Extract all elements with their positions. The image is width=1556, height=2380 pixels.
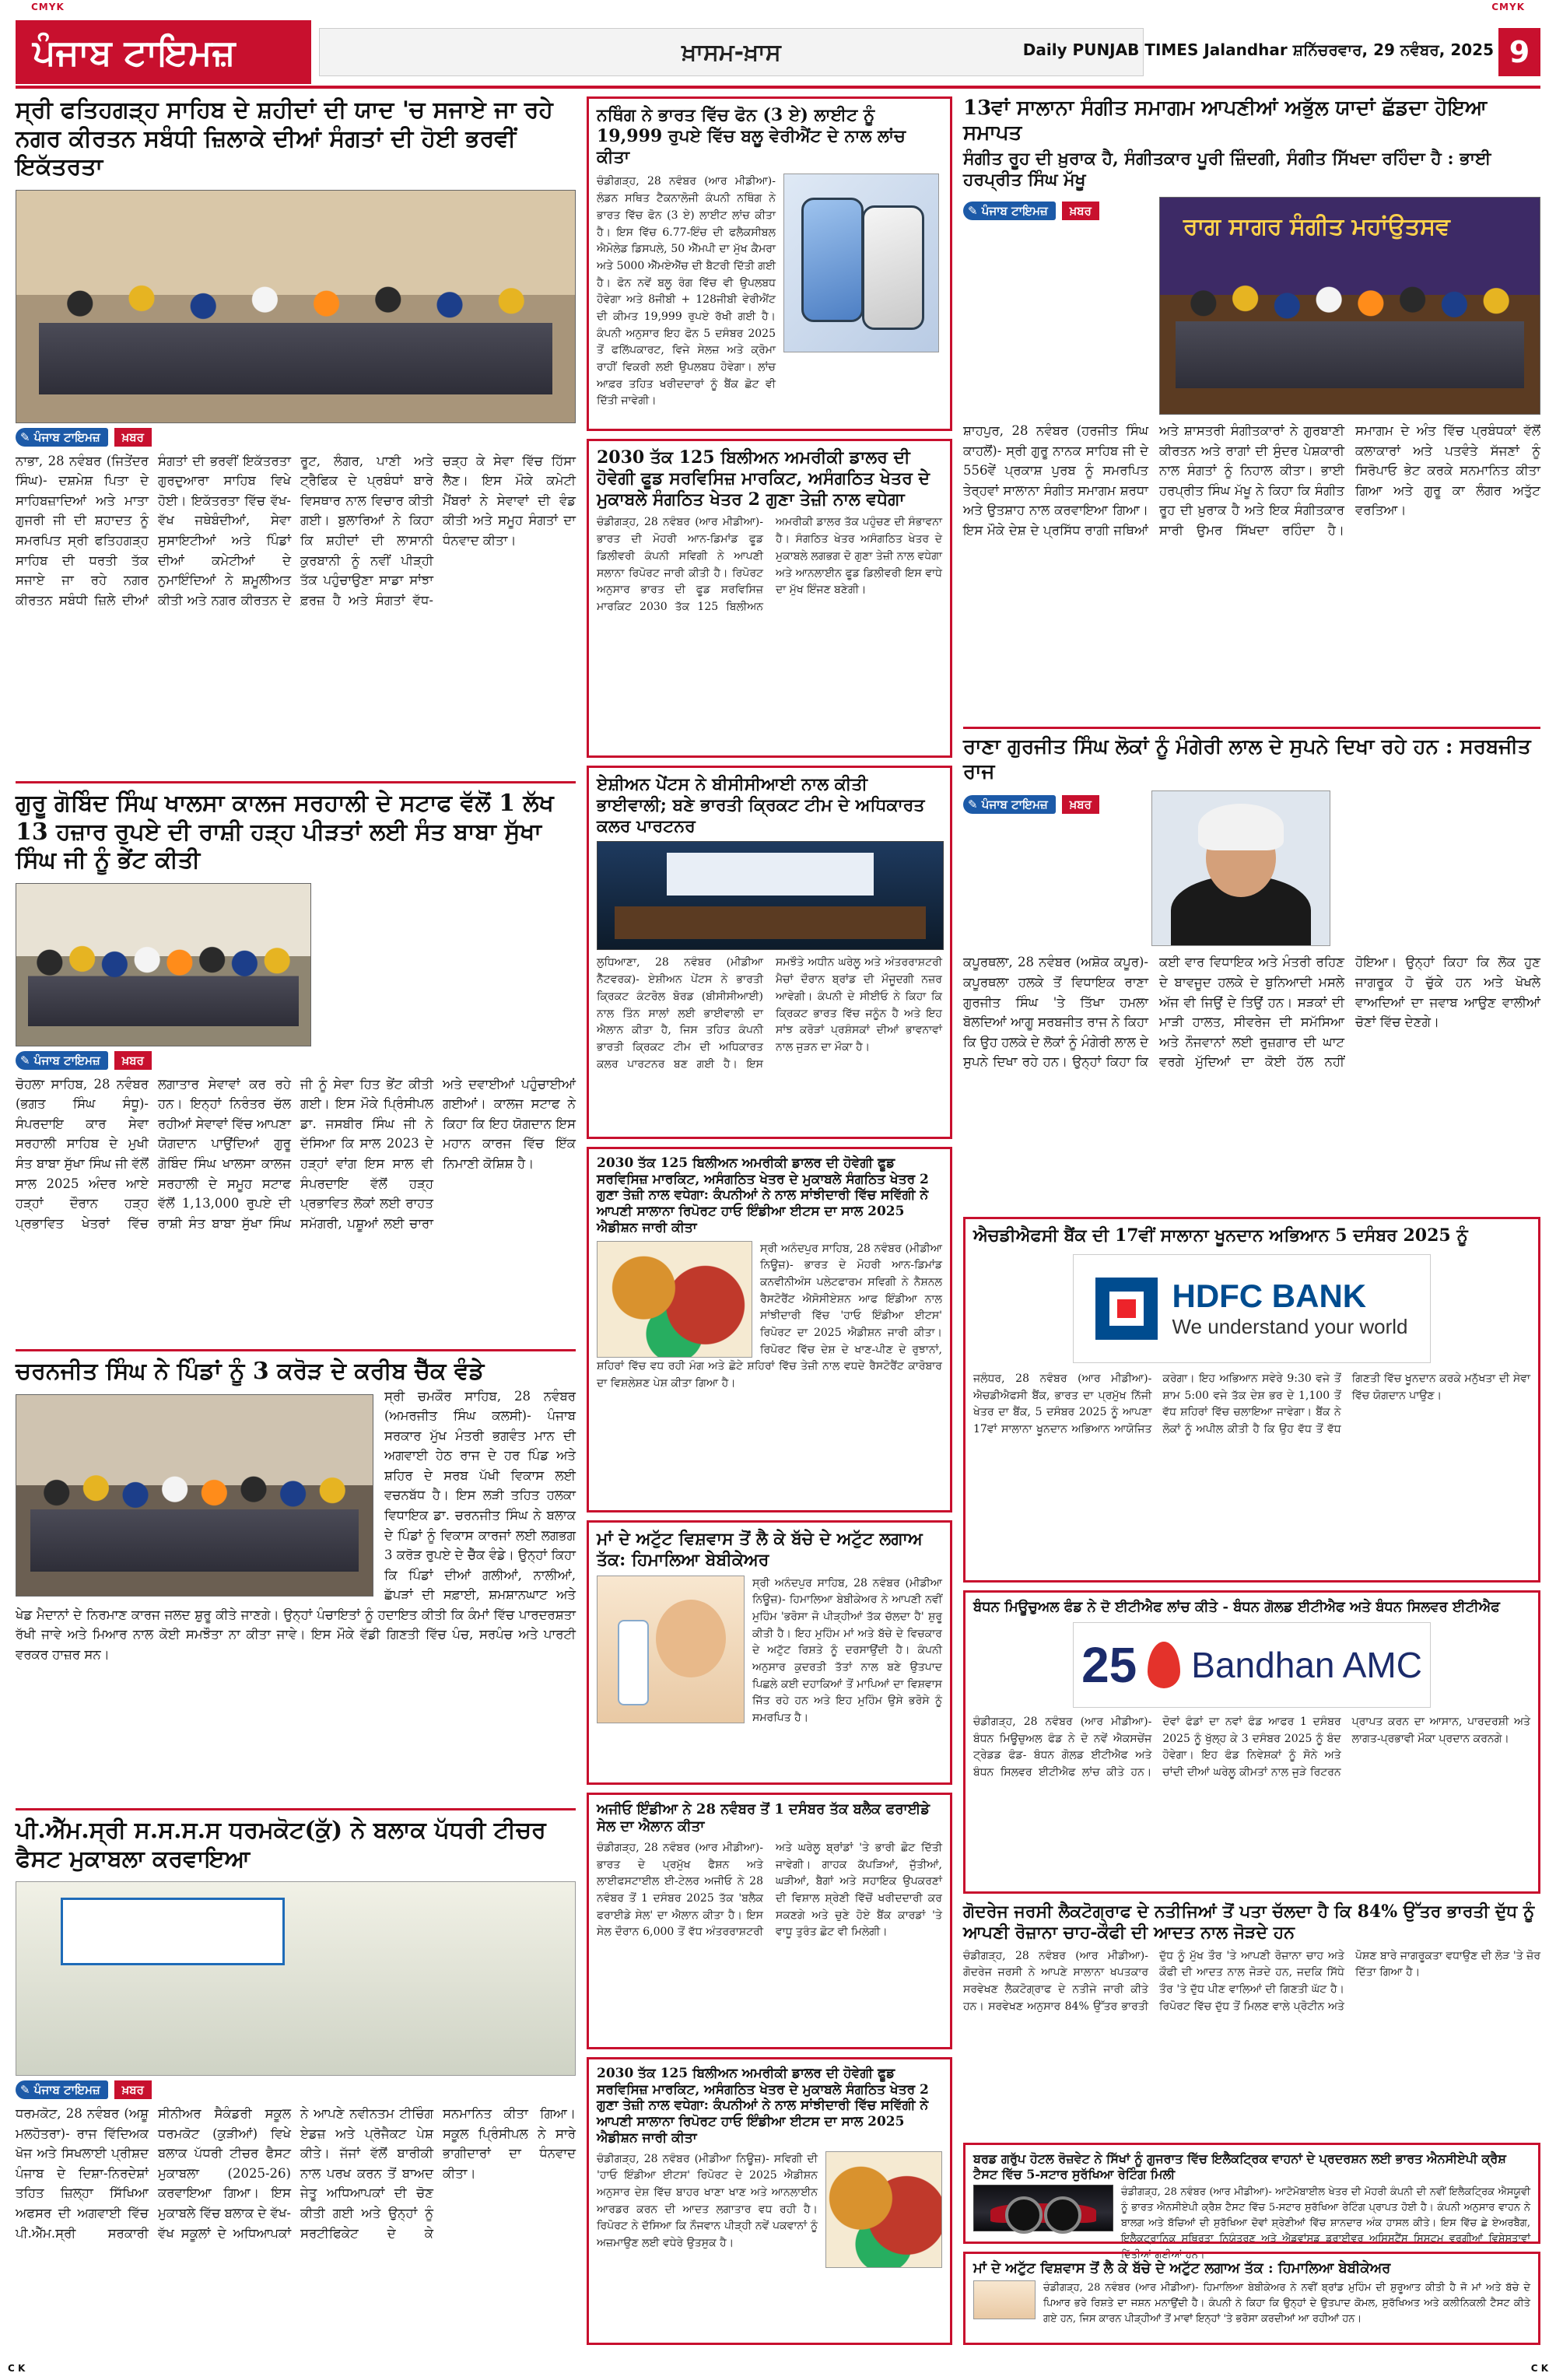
byline-source: ✎ ਪੰਜਾਬ ਟਾਇਮਜ਼ bbox=[16, 1051, 108, 1070]
story-body: ਚੰਡੀਗੜ੍ਹ, 28 ਨਵੰਬਰ (ਮੀਡੀਆ ਨਿਊਜ਼)- ਸਵਿਗੀ ਦੀ 'ਹਾਓ ਇੰਡੀਆ ਈਟਸ' ਰਿਪੋਰਟ ਦੇ 2025 ਐਡੀਸ਼ਨ ਅਨੁਸਾਰ ਦੇਸ਼ ਵਿੱਚ ਬਾਹਰ ਖਾਣਾ ਖਾਣ ਅਤੇ ਆਨਲਾਈਨ ਆਰਡਰ ਕਰਨ ਦੀ ਆਦਤ ਲਗਾਤਾਰ ਵਧ ਰਹੀ ਹੈ। ਰਿਪੋਰਟ ਨੇ ਦੱਸਿਆ ਕਿ ਨੌਜਵਾਨ ਪੀੜ੍ਹੀ ਨਵੇਂ ਪਕਵਾਨਾਂ ਨੂੰ ਅਜ਼ਮਾਉਣ ਲਈ ਵਧੇਰੇ ਉਤਸੁਕ ਹੈ। bbox=[597, 2152, 818, 2250]
headline: 2030 ਤੱਕ 125 ਬਿਲੀਅਨ ਅਮਰੀਕੀ ਡਾਲਰ ਦੀ ਹੋਵੇਗੀ ਫੂਡ ਸਰਵਿਸਿਜ਼ ਮਾਰਕਿਟ, ਅਸੰਗਠਿਤ ਖੇਤਰ ਦੇ ਮੁਕਾਬਲੇ ਸੰਗਠਿਤ ਖੇਤਰ 2 ਗੁਣਾ ਤੇਜ਼ੀ ਨਾਲ ਵਧੇਗਾ: ਕੰਪਨੀਆਂ ਨੇ ਨਾਲ ਸਾਂਝੀਦਾਰੀ ਵਿੱਚ ਸਵਿੱਗੀ ਨੇ ਆਪਣੀ ਸਾਲਾਨਾ ਰਿਪੋਰਟ ਹਾਓ ਇੰਡੀਆ ਈਟਸ ਦਾ ਸਾਲ 2025 ਐਡੀਸ਼ਨ ਜਾਰੀ ਕੀਤਾ bbox=[597, 1155, 929, 1236]
headline: ਐਚਡੀਐਫਸੀ ਬੈਂਕ ਦੀ 17ਵੀਂ ਸਾਲਾਨਾ ਖੂਨਦਾਨ ਅਭਿਆਨ 5 ਦਸੰਬਰ 2025 ਨੂੰ bbox=[973, 1225, 1468, 1246]
story-body: ਸ੍ਰੀ ਅਨੰਦਪੁਰ ਸਾਹਿਬ, 28 ਨਵੰਬਰ (ਮੀਡੀਆ ਨਿਊਜ਼)- ਹਿਮਾਲਿਆ ਬੇਬੀਕੇਅਰ ਨੇ ਆਪਣੀ ਨਵੀਂ ਮੁਹਿੰਮ 'ਭਰੋਸਾ ਜੋ ਪੀੜ੍ਹੀਆਂ ਤੱਕ ਚੱਲਦਾ ਹੈ' ਸ਼ੁਰੂ ਕੀਤੀ ਹੈ। ਇਹ ਮੁਹਿੰਮ ਮਾਂ ਅਤੇ ਬੱਚੇ ਦੇ ਵਿਚਕਾਰ ਦੇ ਅਟੁੱਟ ਰਿਸ਼ਤੇ ਨੂੰ ਦਰਸਾਉਂਦੀ ਹੈ। ਕੰਪਨੀ ਅਨੁਸਾਰ ਕੁਦਰਤੀ ਤੱਤਾਂ ਨਾਲ ਬਣੇ ਉਤਪਾਦ ਪਿਛਲੇ ਕਈ ਦਹਾਕਿਆਂ ਤੋਂ ਮਾਪਿਆਂ ਦਾ ਵਿਸ਼ਵਾਸ ਜਿੱਤ ਰਹੇ ਹਨ ਅਤੇ ਇਹ ਮੁਹਿੰਮ ਉਸੇ ਭਰੋਸੇ ਨੂੰ ਸਮਰਪਿਤ ਹੈ। bbox=[752, 1576, 942, 1725]
story-pm-shri bbox=[16, 1808, 576, 2345]
hdfc-logo-name: HDFC BANK bbox=[1172, 1278, 1367, 1315]
cheque-distribution-photo bbox=[16, 1394, 373, 1597]
bandhan-flame-icon bbox=[1148, 1642, 1180, 1688]
headline: ਏਸ਼ੀਅਨ ਪੇਂਟਸ ਨੇ ਬੀਸੀਸੀਆਈ ਨਾਲ ਕੀਤੀ ਭਾਈਵਾਲੀ; ਬਣੇ ਭਾਰਤੀ ਕ੍ਰਿਕਟ ਟੀਮ ਦੇ ਅਧਿਕਾਰਤ ਕਲਰ ਪਾਰਟਨਰ bbox=[597, 774, 925, 836]
story-hdfc bbox=[963, 1217, 1540, 1583]
byline bbox=[16, 2080, 576, 2099]
story-body: ਜਲੰਧਰ, 28 ਨਵੰਬਰ (ਆਰ ਮੀਡੀਆ)- ਐਚਡੀਐਫਸੀ ਬੈਂਕ, ਭਾਰਤ ਦਾ ਪ੍ਰਮੁੱਖ ਨਿੱਜੀ ਖੇਤਰ ਦਾ ਬੈਂਕ, 5 ਦਸੰਬਰ 2025 ਨੂੰ ਆਪਣਾ 17ਵਾਂ ਸਾਲਾਨਾ ਖੂਨਦਾਨ ਅਭਿਆਨ ਆਯੋਜਿਤ ਕਰੇਗਾ। ਇਹ ਅਭਿਆਨ ਸਵੇਰੇ 9:30 ਵਜੇ ਤੋਂ ਸ਼ਾਮ 5:00 ਵਜੇ ਤੱਕ ਦੇਸ਼ ਭਰ ਦੇ 1,100 ਤੋਂ ਵੱਧ ਸ਼ਹਿਰਾਂ ਵਿੱਚ ਚਲਾਇਆ ਜਾਵੇਗਾ। ਬੈਂਕ ਨੇ ਲੋਕਾਂ ਨੂੰ ਅਪੀਲ ਕੀਤੀ ਹੈ ਕਿ ਉਹ ਵੱਧ ਤੋਂ ਵੱਧ ਗਿਣਤੀ ਵਿੱਚ ਖੂਨਦਾਨ ਕਰਕੇ ਮਨੁੱਖਤਾ ਦੀ ਸੇਵਾ ਵਿੱਚ ਯੋਗਦਾਨ ਪਾਉਣ। bbox=[973, 1372, 1530, 1435]
hdfc-logo-tagline: We understand your world bbox=[1172, 1315, 1408, 1339]
story-bandhan bbox=[963, 1590, 1540, 1894]
section-title: ਖ਼ਾਸਮ-ਖ਼ਾਸ bbox=[319, 28, 1144, 76]
byline-kind: ਖ਼ਬਰ bbox=[114, 1051, 152, 1070]
story-body: ਲੁਧਿਆਣਾ, 28 ਨਵੰਬਰ (ਮੀਡੀਆ ਨੈੱਟਵਰਕ)- ਏਸ਼ੀਅਨ ਪੇਂਟਸ ਨੇ ਭਾਰਤੀ ਕ੍ਰਿਕਟ ਕੰਟਰੋਲ ਬੋਰਡ (ਬੀਸੀਸੀਆਈ) ਨਾਲ ਤਿੰਨ ਸਾਲਾਂ ਲਈ ਭਾਈਵਾਲੀ ਦਾ ਐਲਾਨ ਕੀਤਾ ਹੈ, ਜਿਸ ਤਹਿਤ ਕੰਪਨੀ ਭਾਰਤੀ ਕ੍ਰਿਕਟ ਟੀਮ ਦੀ ਅਧਿਕਾਰਤ ਕਲਰ ਪਾਰਟਨਰ ਬਣ ਗਈ ਹੈ। ਇਸ ਸਮਝੌਤੇ ਅਧੀਨ ਘਰੇਲੂ ਅਤੇ ਅੰਤਰਰਾਸ਼ਟਰੀ ਮੈਚਾਂ ਦੌਰਾਨ ਬ੍ਰਾਂਡ ਦੀ ਮੌਜੂਦਗੀ ਨਜ਼ਰ ਆਵੇਗੀ। ਕੰਪਨੀ ਦੇ ਸੀਈਓ ਨੇ ਕਿਹਾ ਕਿ ਕ੍ਰਿਕਟ ਭਾਰਤ ਵਿੱਚ ਜਨੂੰਨ ਹੈ ਅਤੇ ਇਹ ਸਾਂਝ ਕਰੋੜਾਂ ਪ੍ਰਸ਼ੰਸਕਾਂ ਦੀਆਂ ਭਾਵਨਾਵਾਂ ਨਾਲ ਜੁੜਨ ਦਾ ਮੌਕਾ ਹੈ। bbox=[597, 956, 942, 1071]
bandhan-logo-name: Bandhan AMC bbox=[1191, 1644, 1422, 1685]
story-body: ਸ੍ਰੀ ਅਨੰਦਪੁਰ ਸਾਹਿਬ, 28 ਨਵੰਬਰ (ਮੀਡੀਆ ਨਿਊਜ਼)- ਭਾਰਤ ਦੇ ਮੋਹਰੀ ਆਨ-ਡਿਮਾਂਡ ਕਨਵੀਨੀਅੰਸ ਪਲੇਟਫਾਰਮ ਸਵਿਗੀ ਨੇ ਨੈਸ਼ਨਲ ਰੈਸਟੋਰੈਂਟ ਐਸੋਸੀਏਸ਼ਨ ਆਫ ਇੰਡੀਆ ਨਾਲ ਸਾਂਝੀਦਾਰੀ ਵਿੱਚ 'ਹਾਓ ਇੰਡੀਆ ਈਟਸ' ਰਿਪੋਰਟ ਦਾ 2025 ਐਡੀਸ਼ਨ ਜਾਰੀ ਕੀਤਾ। ਰਿਪੋਰਟ ਵਿੱਚ ਦੇਸ਼ ਦੇ ਖਾਣ-ਪੀਣ ਦੇ ਰੁਝਾਨਾਂ, ਸ਼ਹਿਰਾਂ ਵਿੱਚ ਵਧ ਰਹੀ ਮੰਗ ਅਤੇ ਛੋਟੇ ਸ਼ਹਿਰਾਂ ਵਿੱਚ ਤੇਜ਼ੀ ਨਾਲ ਵਧਦੇ ਰੈਸਟੋਰੈਂਟ ਕਾਰੋਬਾਰ ਦਾ ਵਿਸ਼ਲੇਸ਼ਣ ਪੇਸ਼ ਕੀਤਾ ਗਿਆ ਹੈ। bbox=[597, 1242, 942, 1390]
issue-date: ਸ਼ਨਿੱਚਰਵਾਰ, 29 ਨਵੰਬਰ, 2025 bbox=[1292, 40, 1494, 59]
story-baba-sukha bbox=[16, 781, 576, 1341]
story-himalaya-2 bbox=[963, 2252, 1540, 2345]
story-godrej bbox=[963, 1902, 1540, 2135]
cmyk-mark-right: CMYK bbox=[1491, 2, 1525, 12]
cmyk-mark-bottom-right: C K bbox=[1530, 2363, 1548, 2374]
story-food-services-3 bbox=[587, 2057, 952, 2345]
story-body: ਚੰਡੀਗੜ੍ਹ, 28 ਨਵੰਬਰ (ਆਰ ਮੀਡੀਆ)- ਭਾਰਤ ਦੇ ਪ੍ਰਮੁੱਖ ਫੈਸ਼ਨ ਅਤੇ ਲਾਈਫਸਟਾਈਲ ਈ-ਟੇਲਰ ਅਜੀਓ ਨੇ 28 ਨਵੰਬਰ ਤੋਂ 1 ਦਸੰਬਰ 2025 ਤੱਕ 'ਬਲੈਕ ਫਰਾਈਡੇ ਸੇਲ' ਦਾ ਐਲਾਨ ਕੀਤਾ ਹੈ। ਇਸ ਸੇਲ ਦੌਰਾਨ 6,000 ਤੋਂ ਵੱਧ ਅੰਤਰਰਾਸ਼ਟਰੀ ਅਤੇ ਘਰੇਲੂ ਬ੍ਰਾਂਡਾਂ 'ਤੇ ਭਾਰੀ ਛੋਟ ਦਿੱਤੀ ਜਾਵੇਗੀ। ਗਾਹਕ ਕੱਪੜਿਆਂ, ਜੁੱਤੀਆਂ, ਘੜੀਆਂ, ਬੈਗਾਂ ਅਤੇ ਸਹਾਇਕ ਉਪਕਰਣਾਂ ਦੀ ਵਿਸ਼ਾਲ ਸ਼੍ਰੇਣੀ ਵਿੱਚੋਂ ਖਰੀਦਦਾਰੀ ਕਰ ਸਕਣਗੇ ਅਤੇ ਚੁਣੇ ਹੋਏ ਬੈਂਕ ਕਾਰਡਾਂ 'ਤੇ ਵਾਧੂ ਤੁਰੰਤ ਛੋਟ ਵੀ ਮਿਲੇਗੀ। bbox=[597, 1841, 942, 1939]
story-sangeet bbox=[963, 96, 1540, 719]
story-body: ਕਪੂਰਥਲਾ, 28 ਨਵੰਬਰ (ਅਸ਼ੋਕ ਕਪੂਰ)- ਕਪੂਰਥਲਾ ਹਲਕੇ ਤੋਂ ਵਿਧਾਇਕ ਰਾਣਾ ਗੁਰਜੀਤ ਸਿੰਘ 'ਤੇ ਤਿੱਖਾ ਹਮਲਾ ਬੋਲਦਿਆਂ ਆਗੂ ਸਰਬਜੀਤ ਰਾਜ ਨੇ ਕਿਹਾ ਕਿ ਉਹ ਹਲਕੇ ਦੇ ਲੋਕਾਂ ਨੂੰ ਮੰਗੇਰੀ ਲਾਲ ਦੇ ਸੁਪਨੇ ਦਿਖਾ ਰਹੇ ਹਨ। ਉਨ੍ਹਾਂ ਕਿਹਾ ਕਿ ਕਈ ਵਾਰ ਵਿਧਾਇਕ ਅਤੇ ਮੰਤਰੀ ਰਹਿਣ ਦੇ ਬਾਵਜੂਦ ਹਲਕੇ ਦੇ ਬੁਨਿਆਦੀ ਮਸਲੇ ਅੱਜ ਵੀ ਜਿਉਂ ਦੇ ਤਿਉਂ ਹਨ। ਸੜਕਾਂ ਦੀ ਮਾੜੀ ਹਾਲਤ, ਸੀਵਰੇਜ ਦੀ ਸਮੱਸਿਆ ਅਤੇ ਨੌਜਵਾਨਾਂ ਲਈ ਰੁਜ਼ਗਾਰ ਦੀ ਘਾਟ ਵਰਗੇ ਮੁੱਦਿਆਂ ਦਾ ਕੋਈ ਹੱਲ ਨਹੀਂ ਹੋਇਆ। ਉਨ੍ਹਾਂ ਕਿਹਾ ਕਿ ਲੋਕ ਹੁਣ ਜਾਗਰੂਕ ਹੋ ਚੁੱਕੇ ਹਨ ਅਤੇ ਖੋਖਲੇ ਵਾਅਦਿਆਂ ਦਾ ਜਵਾਬ ਆਉਣ ਵਾਲੀਆਂ ਚੋਣਾਂ ਵਿੱਚ ਦੇਣਗੇ। bbox=[963, 955, 1540, 1070]
headline: ਬਰਡ ਗਰੁੱਪ ਹੋਟਲ ਰੋਜ਼ਵੇਟ ਨੇ ਸਿੱਖਾਂ ਨੂੰ ਗੁਜਰਾਤ ਵਿੱਚ ਇਲੈਕਟ੍ਰਿਕ ਵਾਹਨਾਂ ਦੇ ਪ੍ਰਦਰਸ਼ਨ ਲਈ ਭਾਰਤ ਐਨਸੀਏਪੀ ਕ੍ਰੈਸ਼ ਟੈਸਟ ਵਿੱਚ 5-ਸਟਾਰ ਸੁਰੱਖਿਆ ਰੇਟਿੰਗ ਮਿਲੀ bbox=[973, 2151, 1506, 2182]
baby-product-photo bbox=[597, 1576, 745, 1723]
story-body: ਚੋਹਲਾ ਸਾਹਿਬ, 28 ਨਵੰਬਰ (ਭਗਤ ਸਿੰਘ ਸੰਧੂ)- ਸੰਪਰਦਾਇ ਕਾਰ ਸੇਵਾ ਸਰਹਾਲੀ ਸਾਹਿਬ ਦੇ ਮੁਖੀ ਸੰਤ ਬਾਬਾ ਸੁੱਖਾ ਸਿੰਘ ਜੀ ਵੱਲੋਂ ਸਾਲ 2025 ਅੰਦਰ ਆਏ ਹੜ੍ਹਾਂ ਦੌਰਾਨ ਹੜ੍ਹ ਪ੍ਰਭਾਵਿਤ ਖੇਤਰਾਂ ਵਿੱਚ ਲਗਾਤਾਰ ਸੇਵਾਵਾਂ ਕਰ ਰਹੇ ਹਨ। ਇਨ੍ਹਾਂ ਨਿਰੰਤਰ ਚੱਲ ਰਹੀਆਂ ਸੇਵਾਵਾਂ ਵਿੱਚ ਆਪਣਾ ਯੋਗਦਾਨ ਪਾਉਂਦਿਆਂ ਗੁਰੂ ਗੋਬਿੰਦ ਸਿੰਘ ਖਾਲਸਾ ਕਾਲਜ ਸਰਹਾਲੀ ਦੇ ਸਮੂਹ ਸਟਾਫ ਵੱਲੋਂ 1,13,000 ਰੁਪਏ ਦੀ ਰਾਸ਼ੀ ਸੰਤ ਬਾਬਾ ਸੁੱਖਾ ਸਿੰਘ ਜੀ ਨੂੰ ਸੇਵਾ ਹਿਤ ਭੇਂਟ ਕੀਤੀ ਗਈ। ਇਸ ਮੌਕੇ ਪ੍ਰਿੰਸੀਪਲ ਡਾ. ਜਸਬੀਰ ਸਿੰਘ ਜੀ ਨੇ ਦੱਸਿਆ ਕਿ ਸਾਲ 2023 ਦੇ ਹੜ੍ਹਾਂ ਵਾਂਗ ਇਸ ਸਾਲ ਵੀ ਸੰਪਰਦਾਇ ਵੱਲੋਂ ਹੜ੍ਹ ਪ੍ਰਭਾਵਿਤ ਲੋਕਾਂ ਲਈ ਰਾਹਤ ਸਮੱਗਰੀ, ਪਸ਼ੂਆਂ ਲਈ ਚਾਰਾ ਅਤੇ ਦਵਾਈਆਂ ਪਹੁੰਚਾਈਆਂ ਗਈਆਂ। ਕਾਲਜ ਸਟਾਫ ਨੇ ਕਿਹਾ ਕਿ ਇਹ ਯੋਗਦਾਨ ਇਸ ਮਹਾਨ ਕਾਰਜ ਵਿੱਚ ਇੱਕ ਨਿਮਾਣੀ ਕੋਸ਼ਿਸ਼ ਹੈ। bbox=[16, 1076, 576, 1231]
headline: ਸ੍ਰੀ ਫਤਿਹਗੜ੍ਹ ਸਾਹਿਬ ਦੇ ਸ਼ਹੀਦਾਂ ਦੀ ਯਾਦ 'ਚ ਸਜਾਏ ਜਾ ਰਹੇ ਨਗਰ ਕੀਰਤਨ ਸਬੰਧੀ ਜ਼ਿਲਾਕੇ ਦੀਆਂ ਸੰਗਤਾਂ ਦੀ ਹੋਈ ਭਰਵੀਂ ਇਕੱਤਰਤਾ bbox=[16, 96, 553, 181]
cmyk-mark-left: CMYK bbox=[31, 2, 65, 12]
headline: ਪੀ.ਐੱਮ.ਸ੍ਰੀ ਸ.ਸ.ਸ.ਸ ਧਰਮਕੋਟ(ਕੁੱ) ਨੇ ਬਲਾਕ ਪੱਧਰੀ ਟੀਚਰ ਫੈਸਟ ਮੁਕਾਬਲਾ ਕਰਵਾਇਆ bbox=[16, 1817, 546, 1873]
headline: ਮਾਂ ਦੇ ਅਟੁੱਟ ਵਿਸ਼ਵਾਸ ਤੋਂ ਲੈ ਕੇ ਬੱਚੇ ਦੇ ਅਟੁੱਟ ਲਗਾਅ ਤੱਕ: ਹਿਮਾਲਿਆ ਬੇਬੀਕੇਅਰ bbox=[597, 1529, 923, 1570]
byline bbox=[16, 1051, 311, 1070]
print-marks-top bbox=[0, 0, 1556, 14]
byline-source: ✎ ਪੰਜਾਬ ਟਾਇਮਜ਼ bbox=[963, 202, 1056, 220]
byline-source: ✎ ਪੰਜਾਬ ਟਾਇਮਜ਼ bbox=[16, 428, 108, 447]
report-cover-photo bbox=[825, 2151, 942, 2268]
press-event-photo bbox=[597, 841, 944, 950]
story-body: ਚੰਡੀਗੜ੍ਹ, 28 ਨਵੰਬਰ (ਆਰ ਮੀਡੀਆ)- ਲੰਡਨ ਸਥਿਤ ਟੈਕਨਾਲੋਜੀ ਕੰਪਨੀ ਨਥਿੰਗ ਨੇ ਭਾਰਤ ਵਿੱਚ ਫੋਨ (3 ਏ) ਲਾਈਟ ਲਾਂਚ ਕੀਤਾ ਹੈ। ਇਸ ਵਿੱਚ 6.77-ਇੰਚ ਦੀ ਫਲੈਕਸੀਬਲ ਐਮੋਲੇਡ ਡਿਸਪਲੇ, 50 ਐੱਮਪੀ ਦਾ ਮੁੱਖ ਕੈਮਰਾ ਅਤੇ 5000 ਐੱਮਏਐੱਚ ਦੀ ਬੈਟਰੀ ਦਿੱਤੀ ਗਈ ਹੈ। ਫੋਨ ਨਵੇਂ ਬਲੂ ਰੰਗ ਵਿੱਚ ਵੀ ਉਪਲਬਧ ਹੋਵੇਗਾ ਅਤੇ 8ਜੀਬੀ + 128ਜੀਬੀ ਵੇਰੀਐਂਟ ਦੀ ਕੀਮਤ 19,999 ਰੁਪਏ ਰੱਖੀ ਗਈ ਹੈ। ਕੰਪਨੀ ਅਨੁਸਾਰ ਇਹ ਫੋਨ 5 ਦਸੰਬਰ 2025 ਤੋਂ ਫਲਿੱਪਕਾਰਟ, ਵਿਜੇ ਸੇਲਜ਼ ਅਤੇ ਕ੍ਰੋਮਾ ਰਾਹੀਂ ਵਿਕਰੀ ਲਈ ਉਪਲਬਧ ਹੋਵੇਗਾ। ਲਾਂਚ ਆਫ਼ਰ ਤਹਿਤ ਖਰੀਦਦਾਰਾਂ ਨੂੰ ਬੈਂਕ ਛੋਟ ਵੀ ਦਿੱਤੀ ਜਾਵੇਗੀ। bbox=[597, 175, 776, 408]
headline: ਗੋਦਰੇਜ ਜਰਸੀ ਲੈਕਟੋਗ੍ਰਾਫ ਦੇ ਨਤੀਜਿਆਂ ਤੋਂ ਪਤਾ ਚੱਲਦਾ ਹੈ ਕਿ 84% ਉੱਤਰ ਭਾਰਤੀ ਦੁੱਧ ਨੂੰ ਆਪਣੀ ਰੋਜ਼ਾਨਾ ਚਾਹ-ਕੌਫੀ ਦੀ ਆਦਤ ਨਾਲ ਜੋੜਦੇ ਹਨ bbox=[963, 1902, 1535, 1943]
congregation-photo bbox=[16, 190, 576, 423]
story-body: ਚੰਡੀਗੜ੍ਹ, 28 ਨਵੰਬਰ (ਆਰ ਮੀਡੀਆ)- ਭਾਰਤ ਦੀ ਮੋਹਰੀ ਆਨ-ਡਿਮਾਂਡ ਫੂਡ ਡਿਲੀਵਰੀ ਕੰਪਨੀ ਸਵਿਗੀ ਨੇ ਆਪਣੀ ਸਲਾਨਾ ਰਿਪੋਰਟ ਜਾਰੀ ਕੀਤੀ ਹੈ। ਰਿਪੋਰਟ ਅਨੁਸਾਰ ਭਾਰਤ ਦੀ ਫੂਡ ਸਰਵਿਸਿਜ਼ ਮਾਰਕਿਟ 2030 ਤੱਕ 125 ਬਿਲੀਅਨ ਅਮਰੀਕੀ ਡਾਲਰ ਤੱਕ ਪਹੁੰਚਣ ਦੀ ਸੰਭਾਵਨਾ ਹੈ। ਸੰਗਠਿਤ ਖੇਤਰ ਅਸੰਗਠਿਤ ਖੇਤਰ ਦੇ ਮੁਕਾਬਲੇ ਲਗਭਗ ਦੋ ਗੁਣਾ ਤੇਜ਼ੀ ਨਾਲ ਵਧੇਗਾ ਅਤੇ ਆਨਲਾਈਨ ਫੂਡ ਡਿਲੀਵਰੀ ਇਸ ਵਾਧੇ ਦਾ ਮੁੱਖ ਇੰਜਣ ਬਣੇਗੀ। bbox=[597, 516, 942, 613]
story-rana-gurjit bbox=[963, 727, 1540, 1209]
story-body: ਸ਼ਾਹਪੁਰ, 28 ਨਵੰਬਰ (ਹਰਜੀਤ ਸਿੰਘ ਕਾਹਲੋਂ)- ਸ੍ਰੀ ਗੁਰੂ ਨਾਨਕ ਸਾਹਿਬ ਜੀ ਦੇ 556ਵੇਂ ਪ੍ਰਕਾਸ਼ ਪੁਰਬ ਨੂੰ ਸਮਰਪਿਤ ਤੇਰ੍ਹਵਾਂ ਸਾਲਾਨਾ ਸੰਗੀਤ ਸਮਾਗਮ ਸ਼ਰਧਾ ਅਤੇ ਉਤਸ਼ਾਹ ਨਾਲ ਕਰਵਾਇਆ ਗਿਆ। ਇਸ ਮੌਕੇ ਦੇਸ਼ ਦੇ ਪ੍ਰਸਿੱਧ ਰਾਗੀ ਜਥਿਆਂ ਅਤੇ ਸ਼ਾਸਤਰੀ ਸੰਗੀਤਕਾਰਾਂ ਨੇ ਗੁਰਬਾਣੀ ਕੀਰਤਨ ਅਤੇ ਰਾਗਾਂ ਦੀ ਸੁੰਦਰ ਪੇਸ਼ਕਾਰੀ ਨਾਲ ਸੰਗਤਾਂ ਨੂੰ ਨਿਹਾਲ ਕੀਤਾ। ਭਾਈ ਹਰਪ੍ਰੀਤ ਸਿੰਘ ਮੱਖੂ ਨੇ ਕਿਹਾ ਕਿ ਸੰਗੀਤ ਰੂਹ ਦੀ ਖ਼ੁਰਾਕ ਹੈ ਅਤੇ ਇਕ ਸੰਗੀਤਕਾਰ ਸਾਰੀ ਉਮਰ ਸਿੱਖਦਾ ਰਹਿੰਦਾ ਹੈ। ਸਮਾਗਮ ਦੇ ਅੰਤ ਵਿੱਚ ਪ੍ਰਬੰਧਕਾਂ ਵੱਲੋਂ ਕਲਾਕਾਰਾਂ ਅਤੇ ਪਤਵੰਤੇ ਸੱਜਣਾਂ ਨੂੰ ਸਿਰੋਪਾਓ ਭੇਟ ਕਰਕੇ ਸਨਮਾਨਿਤ ਕੀਤਾ ਗਿਆ ਅਤੇ ਗੁਰੂ ਕਾ ਲੰਗਰ ਅਤੁੱਟ ਵਰਤਿਆ। bbox=[963, 423, 1540, 538]
story-body: ਚੰਡੀਗੜ੍ਹ, 28 ਨਵੰਬਰ (ਆਰ ਮੀਡੀਆ)- ਹਿਮਾਲਿਆ ਬੇਬੀਕੇਅਰ ਨੇ ਨਵੀਂ ਬ੍ਰਾਂਡ ਮੁਹਿੰਮ ਦੀ ਸ਼ੁਰੂਆਤ ਕੀਤੀ ਹੈ ਜੋ ਮਾਂ ਅਤੇ ਬੱਚੇ ਦੇ ਪਿਆਰ ਭਰੇ ਰਿਸ਼ਤੇ ਦਾ ਜਸ਼ਨ ਮਨਾਉਂਦੀ ਹੈ। ਕੰਪਨੀ ਨੇ ਕਿਹਾ ਕਿ ਉਨ੍ਹਾਂ ਦੇ ਉਤਪਾਦ ਕੋਮਲ, ਸੁਰੱਖਿਅਤ ਅਤੇ ਕਲੀਨਿਕਲੀ ਟੈਸਟ ਕੀਤੇ ਗਏ ਹਨ, ਜਿਸ ਕਾਰਨ ਪੀੜ੍ਹੀਆਂ ਤੋਂ ਮਾਵਾਂ ਇਨ੍ਹਾਂ 'ਤੇ ਭਰੋਸਾ ਕਰਦੀਆਂ ਆ ਰਹੀਆਂ ਹਨ। bbox=[1043, 2281, 1530, 2326]
hdfc-logo-icon bbox=[1095, 1278, 1158, 1340]
politician-portrait bbox=[1151, 790, 1330, 946]
story-body: ਚੰਡੀਗੜ੍ਹ, 28 ਨਵੰਬਰ (ਆਰ ਮੀਡੀਆ)- ਆਟੋਮੋਬਾਈਲ ਖੇਤਰ ਦੀ ਮੋਹਰੀ ਕੰਪਨੀ ਦੀ ਨਵੀਂ ਇਲੈਕਟ੍ਰਿਕ ਐਸਯੂਵੀ ਨੂੰ ਭਾਰਤ ਐਨਸੀਏਪੀ ਕ੍ਰੈਸ਼ ਟੈਸਟ ਵਿੱਚ 5-ਸਟਾਰ ਸੁਰੱਖਿਆ ਰੇਟਿੰਗ ਪ੍ਰਾਪਤ ਹੋਈ ਹੈ। ਕੰਪਨੀ ਅਨੁਸਾਰ ਵਾਹਨ ਨੇ ਬਾਲਗ ਅਤੇ ਬੱਚਿਆਂ ਦੀ ਸੁਰੱਖਿਆ ਦੋਵਾਂ ਸ਼੍ਰੇਣੀਆਂ ਵਿੱਚ ਸ਼ਾਨਦਾਰ ਅੰਕ ਹਾਸਲ ਕੀਤੇ। ਇਸ ਵਿੱਚ ਛੇ ਏਅਰਬੈਗ, ਇਲੈਕਟ੍ਰਾਨਿਕ ਸਥਿਰਤਾ ਨਿਯੰਤਰਣ ਅਤੇ ਐਡਵਾਂਸਡ ਡਰਾਈਵਰ ਅਸਿਸਟੈਂਸ ਸਿਸਟਮ ਵਰਗੀਆਂ ਵਿਸ਼ੇਸ਼ਤਾਵਾਂ ਦਿੱਤੀਆਂ ਗਈਆਂ ਹਨ। bbox=[1121, 2186, 1530, 2261]
teacher-fest-photo bbox=[16, 1881, 576, 2076]
headline: ਗੁਰੂ ਗੋਬਿੰਦ ਸਿੰਘ ਖਾਲਸਾ ਕਾਲਜ ਸਰਹਾਲੀ ਦੇ ਸਟਾਫ ਵੱਲੋਂ 1 ਲੱਖ 13 ਹਜ਼ਾਰ ਰੁਪਏ ਦੀ ਰਾਸ਼ੀ ਹੜ੍ਹ ਪੀੜਤਾਂ ਲਈ ਸੰਤ ਬਾਬਾ ਸੁੱਖਾ ਸਿੰਘ ਜੀ ਨੂੰ ਭੇਂਟ ਕੀਤੀ bbox=[16, 790, 554, 875]
cmyk-mark-bottom-left: C K bbox=[8, 2363, 26, 2374]
page-number: 9 bbox=[1498, 28, 1540, 76]
story-nagar-kirtan bbox=[16, 96, 576, 773]
music-event-photo bbox=[1159, 197, 1540, 415]
byline-source: ✎ ਪੰਜਾਬ ਟਾਇਮਜ਼ bbox=[963, 795, 1056, 814]
headline: ਨਥਿੰਗ ਨੇ ਭਾਰਤ ਵਿੱਚ ਫੋਨ (3 ਏ) ਲਾਈਟ ਨੂੰ 19,999 ਰੁਪਏ ਵਿੱਚ ਬਲੂ ਵੇਰੀਐਂਟ ਦੇ ਨਾਲ ਲਾਂਚ ਕੀਤਾ bbox=[597, 105, 906, 167]
story-body: ਚੰਡੀਗੜ੍ਹ, 28 ਨਵੰਬਰ (ਆਰ ਮੀਡੀਆ)- ਬੰਧਨ ਮਿਊਚੁਅਲ ਫੰਡ ਨੇ ਦੋ ਨਵੇਂ ਐਕਸਚੇਂਜ ਟ੍ਰੇਡਡ ਫੰਡ- ਬੰਧਨ ਗੋਲਡ ਈਟੀਐਫ ਅਤੇ ਬੰਧਨ ਸਿਲਵਰ ਈਟੀਐਫ ਲਾਂਚ ਕੀਤੇ ਹਨ। ਦੋਵਾਂ ਫੰਡਾਂ ਦਾ ਨਵਾਂ ਫੰਡ ਆਫਰ 1 ਦਸੰਬਰ 2025 ਨੂੰ ਖੁੱਲ੍ਹ ਕੇ 3 ਦਸੰਬਰ 2025 ਨੂੰ ਬੰਦ ਹੋਵੇਗਾ। ਇਹ ਫੰਡ ਨਿਵੇਸ਼ਕਾਂ ਨੂੰ ਸੋਨੇ ਅਤੇ ਚਾਂਦੀ ਦੀਆਂ ਘਰੇਲੂ ਕੀਮਤਾਂ ਨਾਲ ਜੁੜੇ ਰਿਟਰਨ ਪ੍ਰਾਪਤ ਕਰਨ ਦਾ ਆਸਾਨ, ਪਾਰਦਰਸ਼ੀ ਅਤੇ ਲਾਗਤ-ਪ੍ਰਭਾਵੀ ਮੌਕਾ ਪ੍ਰਦਾਨ ਕਰਨਗੇ। bbox=[973, 1715, 1530, 1779]
edition-name: Daily PUNJAB TIMES Jalandhar bbox=[1022, 40, 1288, 59]
headline: ਚਰਨਜੀਤ ਸਿੰਘ ਨੇ ਪਿੰਡਾਂ ਨੂੰ 3 ਕਰੋੜ ਦੇ ਕਰੀਬ ਚੈੱਕ ਵੰਡੇ bbox=[16, 1358, 485, 1385]
story-body: ਚੰਡੀਗੜ੍ਹ, 28 ਨਵੰਬਰ (ਆਰ ਮੀਡੀਆ)- ਗੋਦਰੇਜ ਜਰਸੀ ਨੇ ਆਪਣੇ ਸਾਲਾਨਾ ਖਪਤਕਾਰ ਸਰਵੇਖਣ ਲੈਕਟੋਗ੍ਰਾਫ ਦੇ ਨਤੀਜੇ ਜਾਰੀ ਕੀਤੇ ਹਨ। ਸਰਵੇਖਣ ਅਨੁਸਾਰ 84% ਉੱਤਰ ਭਾਰਤੀ ਦੁੱਧ ਨੂੰ ਮੁੱਖ ਤੌਰ 'ਤੇ ਆਪਣੀ ਰੋਜ਼ਾਨਾ ਚਾਹ ਅਤੇ ਕੌਫੀ ਦੀ ਆਦਤ ਨਾਲ ਜੋੜਦੇ ਹਨ, ਜਦਕਿ ਸਿੱਧੇ ਤੌਰ 'ਤੇ ਦੁੱਧ ਪੀਣ ਵਾਲਿਆਂ ਦੀ ਗਿਣਤੀ ਘੱਟ ਹੈ। ਰਿਪੋਰਟ ਵਿੱਚ ਦੁੱਧ ਤੋਂ ਮਿਲਣ ਵਾਲੇ ਪ੍ਰੋਟੀਨ ਅਤੇ ਪੋਸ਼ਣ ਬਾਰੇ ਜਾਗਰੂਕਤਾ ਵਧਾਉਣ ਦੀ ਲੋੜ 'ਤੇ ਜ਼ੋਰ ਦਿੱਤਾ ਗਿਆ ਹੈ। bbox=[963, 1949, 1540, 2013]
story-food-services-1 bbox=[587, 439, 952, 758]
byline bbox=[963, 795, 1142, 814]
byline-kind: ਖ਼ਬਰ bbox=[114, 428, 152, 447]
byline-source: ✎ ਪੰਜਾਬ ਟਾਇਮਜ਼ bbox=[16, 2080, 108, 2099]
byline-kind: ਖ਼ਬਰ bbox=[1062, 795, 1099, 814]
hdfc-logo bbox=[1073, 1254, 1431, 1363]
edition-date-line bbox=[1023, 40, 1494, 59]
subheadline: ਸੰਗੀਤ ਰੂਹ ਦੀ ਖ਼ੁਰਾਕ ਹੈ, ਸੰਗੀਤਕਾਰ ਪੂਰੀ ਜ਼ਿੰਦਗੀ, ਸੰਗੀਤ ਸਿੱਖਦਾ ਰਹਿੰਦਾ ਹੈ : ਭਾਈ ਹਰਪ੍ਰੀਤ ਸਿੰਘ ਮੱਖੂ bbox=[963, 149, 1491, 191]
car-photo bbox=[973, 2185, 1113, 2231]
story-ajio-sale bbox=[587, 1793, 952, 2049]
story-himalaya-1 bbox=[587, 1520, 952, 1785]
bandhan-years-mark: 25 bbox=[1081, 1636, 1137, 1693]
byline-kind: ਖ਼ਬਰ bbox=[114, 2080, 152, 2099]
story-body: ਸ੍ਰੀ ਚਮਕੌਰ ਸਾਹਿਬ, 28 ਨਵੰਬਰ (ਅਮਰਜੀਤ ਸਿੰਘ ਕਲਸੀ)- ਪੰਜਾਬ ਸਰਕਾਰ ਮੁੱਖ ਮੰਤਰੀ ਭਗਵੰਤ ਮਾਨ ਦੀ ਅਗਵਾਈ ਹੇਠ ਰਾਜ ਦੇ ਹਰ ਪਿੰਡ ਅਤੇ ਸ਼ਹਿਰ ਦੇ ਸਰਬ ਪੱਖੀ ਵਿਕਾਸ ਲਈ ਵਚਨਬੱਧ ਹੈ। ਇਸ ਲੜੀ ਤਹਿਤ ਹਲਕਾ ਵਿਧਾਇਕ ਡਾ. ਚਰਨਜੀਤ ਸਿੰਘ ਨੇ ਬਲਾਕ ਦੇ ਪਿੰਡਾਂ ਨੂੰ ਵਿਕਾਸ ਕਾਰਜਾਂ ਲਈ ਲਗਭਗ 3 ਕਰੋੜ ਰੁਪਏ ਦੇ ਚੈੱਕ ਵੰਡੇ। ਉਨ੍ਹਾਂ ਕਿਹਾ ਕਿ ਪਿੰਡਾਂ ਦੀਆਂ ਗਲੀਆਂ, ਨਾਲੀਆਂ, ਛੱਪੜਾਂ ਦੀ ਸਫ਼ਾਈ, ਸ਼ਮਸ਼ਾਨਘਾਟ ਅਤੇ ਖੇਡ ਮੈਦਾਨਾਂ ਦੇ ਨਿਰਮਾਣ ਕਾਰਜ ਜਲਦ ਸ਼ੁਰੂ ਕੀਤੇ ਜਾਣਗੇ। ਉਨ੍ਹਾਂ ਪੰਚਾਇਤਾਂ ਨੂੰ ਹਦਾਇਤ ਕੀਤੀ ਕਿ ਕੰਮਾਂ ਵਿੱਚ ਪਾਰਦਰਸ਼ਤਾ ਰੱਖੀ ਜਾਵੇ ਅਤੇ ਮਿਆਰ ਨਾਲ ਕੋਈ ਸਮਝੌਤਾ ਨਾ ਕੀਤਾ ਜਾਵੇ। ਇਸ ਮੌਕੇ ਵੱਡੀ ਗਿਣਤੀ ਵਿੱਚ ਪੰਚ, ਸਰਪੰਚ ਅਤੇ ਪਾਰਟੀ ਵਰਕਰ ਹਾਜ਼ਰ ਸਨ। bbox=[16, 1388, 576, 1662]
story-charanjit bbox=[16, 1349, 576, 1800]
headline: 13ਵਾਂ ਸਾਲਾਨਾ ਸੰਗੀਤ ਸਮਾਗਮ ਆਪਣੀਆਂ ਅਭੁੱਲ ਯਾਦਾਂ ਛੱਡਦਾ ਹੋਇਆ ਸਮਾਪਤ bbox=[963, 96, 1488, 145]
headline: ਰਾਣਾ ਗੁਰਜੀਤ ਸਿੰਘ ਲੋਕਾਂ ਨੂੰ ਮੰਗੇਰੀ ਲਾਲ ਦੇ ਸੁਪਨੇ ਦਿਖਾ ਰਹੇ ਹਨ : ਸਰਬਜੀਤ ਰਾਜ bbox=[963, 735, 1531, 783]
story-food-services-2 bbox=[587, 1147, 952, 1512]
byline bbox=[16, 428, 576, 447]
story-nothing-phone bbox=[587, 96, 952, 431]
story-bcci-partner bbox=[587, 766, 952, 1139]
headline: 2030 ਤੱਕ 125 ਬਿਲੀਅਨ ਅਮਰੀਕੀ ਡਾਲਰ ਦੀ ਹੋਵੇਗੀ ਫੂਡ ਸਰਵਿਸਿਜ਼ ਮਾਰਕਿਟ, ਅਸੰਗਠਿਤ ਖੇਤਰ ਦੇ ਮੁਕਾਬਲੇ ਸੰਗਠਿਤ ਖੇਤਰ 2 ਗੁਣਾ ਤੇਜ਼ੀ ਨਾਲ ਵਧੇਗਾ bbox=[597, 447, 930, 510]
newspaper-title: ਪੰਜਾਬ ਟਾਇਮਜ਼ bbox=[16, 20, 311, 84]
headline: ਅਜੀਓ ਇੰਡੀਆ ਨੇ 28 ਨਵੰਬਰ ਤੋਂ 1 ਦਸੰਬਰ ਤੱਕ ਬਲੈਕ ਫਰਾਈਡੇ ਸੇਲ ਦਾ ਐਲਾਨ ਕੀਤਾ bbox=[597, 1801, 930, 1835]
print-marks-bottom bbox=[0, 2358, 1556, 2380]
phone-photo bbox=[783, 174, 939, 352]
headline: 2030 ਤੱਕ 125 ਬਿਲੀਅਨ ਅਮਰੀਕੀ ਡਾਲਰ ਦੀ ਹੋਵੇਗੀ ਫੂਡ ਸਰਵਿਸਿਜ਼ ਮਾਰਕਿਟ, ਅਸੰਗਠਿਤ ਖੇਤਰ ਦੇ ਮੁਕਾਬਲੇ ਸੰਗਠਿਤ ਖੇਤਰ 2 ਗੁਣਾ ਤੇਜ਼ੀ ਨਾਲ ਵਧੇਗਾ: ਕੰਪਨੀਆਂ ਨੇ ਨਾਲ ਸਾਂਝੀਦਾਰੀ ਵਿੱਚ ਸਵਿੱਗੀ ਨੇ ਆਪਣੀ ਸਾਲਾਨਾ ਰਿਪੋਰਟ ਹਾਓ ਇੰਡੀਆ ਈਟਸ ਦਾ ਸਾਲ 2025 ਐਡੀਸ਼ਨ ਜਾਰੀ ਕੀਤਾ bbox=[597, 2066, 929, 2146]
headline: ਮਾਂ ਦੇ ਅਟੁੱਟ ਵਿਸ਼ਵਾਸ ਤੋਂ ਲੈ ਕੇ ਬੱਚੇ ਦੇ ਅਟੁੱਟ ਲਗਾਅ ਤੱਕ : ਹਿਮਾਲਿਆ ਬੇਬੀਕੇਅਰ bbox=[973, 2260, 1391, 2277]
food-photo bbox=[597, 1241, 752, 1358]
bandhan-logo bbox=[1073, 1622, 1431, 1708]
stage-banner-text: ਰਾਗ ਸਾਗਰ ਸੰਗੀਤ ਮਹਾਂਉਤਸਵ bbox=[1183, 213, 1450, 241]
baby-product-photo bbox=[973, 2280, 1036, 2319]
story-body: ਨਾਭਾ, 28 ਨਵੰਬਰ (ਜਿਤੇਂਦਰ ਸਿੰਘ)- ਦਸ਼ਮੇਸ਼ ਪਿਤਾ ਦੇ ਸਾਹਿਬਜ਼ਾਦਿਆਂ ਅਤੇ ਮਾਤਾ ਗੁਜਰੀ ਜੀ ਦੀ ਸ਼ਹਾਦਤ ਨੂੰ ਸਮਰਪਿਤ ਸ੍ਰੀ ਫਤਿਹਗੜ੍ਹ ਸਾਹਿਬ ਦੀ ਧਰਤੀ ਤੱਕ ਸਜਾਏ ਜਾ ਰਹੇ ਨਗਰ ਕੀਰਤਨ ਸਬੰਧੀ ਜ਼ਿਲੇ ਦੀਆਂ ਸੰਗਤਾਂ ਦੀ ਭਰਵੀਂ ਇਕੱਤਰਤਾ ਗੁਰਦੁਆਰਾ ਸਾਹਿਬ ਵਿਖੇ ਹੋਈ। ਇਕੱਤਰਤਾ ਵਿੱਚ ਵੱਖ-ਵੱਖ ਜਥੇਬੰਦੀਆਂ, ਸੇਵਾ ਸੁਸਾਇਟੀਆਂ ਅਤੇ ਪਿੰਡਾਂ ਦੀਆਂ ਕਮੇਟੀਆਂ ਦੇ ਨੁਮਾਇੰਦਿਆਂ ਨੇ ਸ਼ਮੂਲੀਅਤ ਕੀਤੀ ਅਤੇ ਨਗਰ ਕੀਰਤਨ ਦੇ ਰੂਟ, ਲੰਗਰ, ਪਾਣੀ ਅਤੇ ਟ੍ਰੈਫਿਕ ਦੇ ਪ੍ਰਬੰਧਾਂ ਬਾਰੇ ਵਿਸਥਾਰ ਨਾਲ ਵਿਚਾਰ ਕੀਤੀ ਗਈ। ਬੁਲਾਰਿਆਂ ਨੇ ਕਿਹਾ ਕਿ ਸ਼ਹੀਦਾਂ ਦੀ ਲਾਸਾਨੀ ਕੁਰਬਾਨੀ ਨੂੰ ਨਵੀਂ ਪੀੜ੍ਹੀ ਤੱਕ ਪਹੁੰਚਾਉਣਾ ਸਾਡਾ ਸਾਂਝਾ ਫ਼ਰਜ਼ ਹੈ ਅਤੇ ਸੰਗਤਾਂ ਵੱਧ-ਚੜ੍ਹ ਕੇ ਸੇਵਾ ਵਿੱਚ ਹਿੱਸਾ ਲੈਣ। ਇਸ ਮੌਕੇ ਕਮੇਟੀ ਮੈਂਬਰਾਂ ਨੇ ਸੇਵਾਵਾਂ ਦੀ ਵੰਡ ਕੀਤੀ ਅਤੇ ਸਮੂਹ ਸੰਗਤਾਂ ਦਾ ਧੰਨਵਾਦ ਕੀਤਾ। bbox=[16, 453, 576, 608]
donation-photo bbox=[16, 883, 311, 1046]
story-ev-expo bbox=[963, 2143, 1540, 2261]
headline: ਬੰਧਨ ਮਿਊਚੁਅਲ ਫੰਡ ਨੇ ਦੋ ਈਟੀਐਫ ਲਾਂਚ ਕੀਤੇ - ਬੰਧਨ ਗੋਲਡ ਈਟੀਐਫ ਅਤੇ ਬੰਧਨ ਸਿਲਵਰ ਈਟੀਐਫ bbox=[973, 1599, 1500, 1615]
byline-kind: ਖ਼ਬਰ bbox=[1062, 202, 1099, 220]
story-body: ਧਰਮਕੋਟ, 28 ਨਵੰਬਰ (ਅਸ਼ੂ ਮਲਹੋਤਰਾ)- ਰਾਜ ਵਿੱਦਿਅਕ ਖੋਜ ਅਤੇ ਸਿਖਲਾਈ ਪ੍ਰੀਸ਼ਦ ਪੰਜਾਬ ਦੇ ਦਿਸ਼ਾ-ਨਿਰਦੇਸ਼ਾਂ ਤਹਿਤ ਜ਼ਿਲ੍ਹਾ ਸਿੱਖਿਆ ਅਫਸਰ ਦੀ ਅਗਵਾਈ ਵਿੱਚ ਪੀ.ਐੱਮ.ਸ੍ਰੀ ਸਰਕਾਰੀ ਸੀਨੀਅਰ ਸੈਕੰਡਰੀ ਸਕੂਲ ਧਰਮਕੋਟ (ਕੁੜੀਆਂ) ਵਿਖੇ ਬਲਾਕ ਪੱਧਰੀ ਟੀਚਰ ਫੈਸਟ ਮੁਕਾਬਲਾ (2025-26) ਕਰਵਾਇਆ ਗਿਆ। ਇਸ ਮੁਕਾਬਲੇ ਵਿੱਚ ਬਲਾਕ ਦੇ ਵੱਖ-ਵੱਖ ਸਕੂਲਾਂ ਦੇ ਅਧਿਆਪਕਾਂ ਨੇ ਆਪਣੇ ਨਵੀਨਤਮ ਟੀਚਿੰਗ ਏਡਜ਼ ਅਤੇ ਪ੍ਰੋਜੈਕਟ ਪੇਸ਼ ਕੀਤੇ। ਜੱਜਾਂ ਵੱਲੋਂ ਬਾਰੀਕੀ ਨਾਲ ਪਰਖ ਕਰਨ ਤੋਂ ਬਾਅਦ ਜੇਤੂ ਅਧਿਆਪਕਾਂ ਦੀ ਚੋਣ ਕੀਤੀ ਗਈ ਅਤੇ ਉਨ੍ਹਾਂ ਨੂੰ ਸਰਟੀਫਿਕੇਟ ਦੇ ਕੇ ਸਨਮਾਨਿਤ ਕੀਤਾ ਗਿਆ। ਸਕੂਲ ਪ੍ਰਿੰਸੀਪਲ ਨੇ ਸਾਰੇ ਭਾਗੀਦਾਰਾਂ ਦਾ ਧੰਨਵਾਦ ਕੀਤਾ। bbox=[16, 2106, 576, 2241]
masthead bbox=[16, 17, 1540, 89]
byline bbox=[963, 202, 1150, 220]
